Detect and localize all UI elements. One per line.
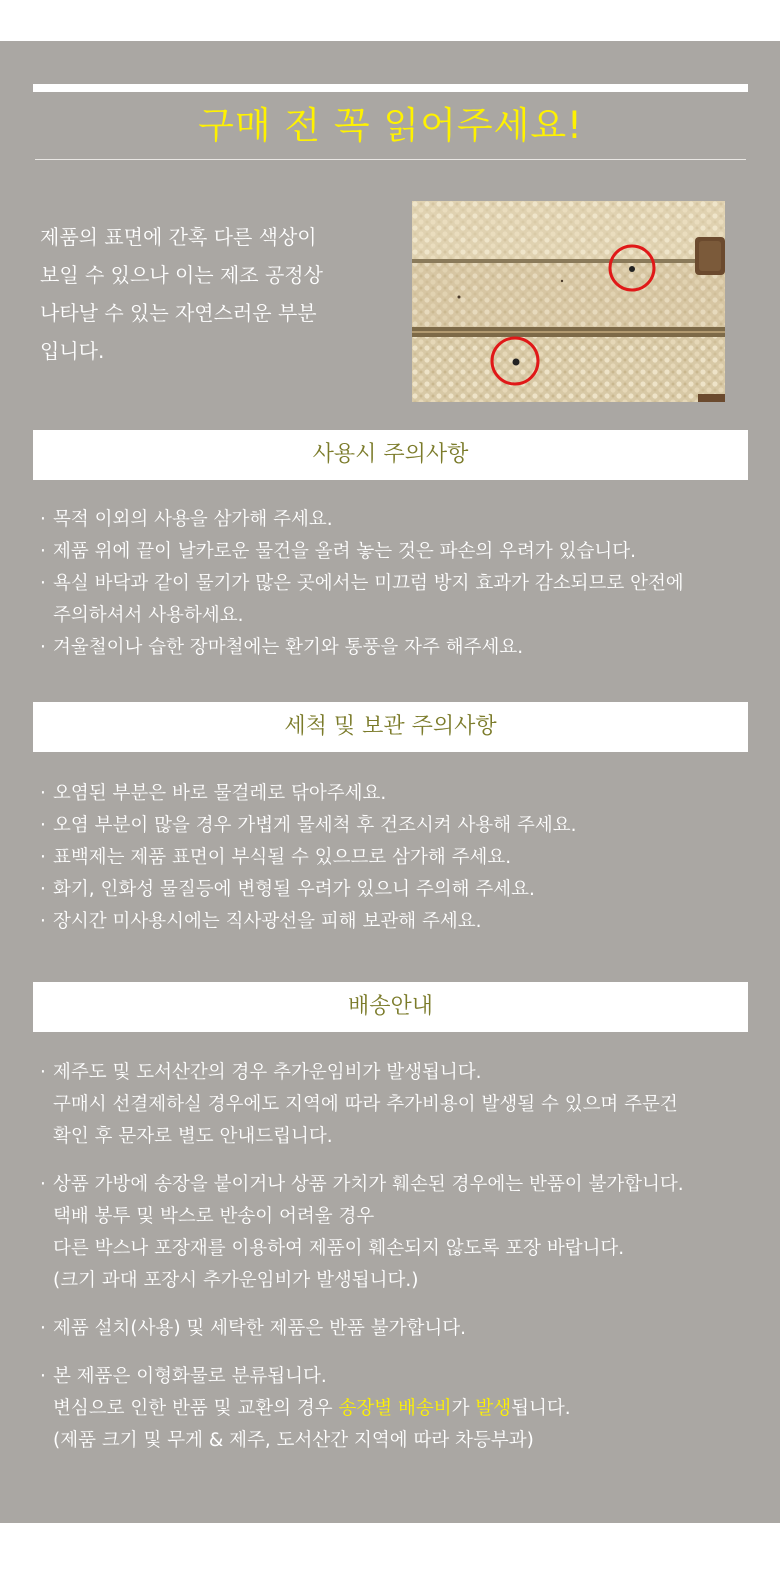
list-item: · 욕실 바닥과 같이 물기가 많은 곳에서는 미끄럼 방지 효과가 감소되므로 안전에 주의하셔서 사용하세요.	[40, 568, 740, 632]
list-item: · 제주도 및 도서산간의 경우 추가운임비가 발생됩니다. 구매시 선결제하실 경우에도 지역에 따라 추가비용이 발생될 수 있으며 주문건 확인 후 문자로 별도 안내드립니다.	[40, 1057, 740, 1153]
notice-panel	[0, 41, 780, 1523]
highlight-text: 발생	[475, 1398, 512, 1419]
list-item: · 목적 이외의 사용을 삼가해 주세요.	[40, 504, 740, 536]
list-item: · 화기, 인화성 물질등에 변형될 우려가 있으니 주의해 주세요.	[40, 874, 740, 906]
usage-list	[40, 504, 740, 664]
cleaning-heading: 세척 및 보관 주의사항	[33, 702, 748, 752]
list-item: · 표백제는 제품 표면이 부식될 수 있으므로 삼가해 주세요.	[40, 842, 740, 874]
surface-photo-illustration	[412, 201, 725, 402]
intro-line: 보일 수 있으나 이는 제조 공정상	[40, 263, 323, 287]
product-surface-photo	[412, 201, 725, 402]
delivery-heading: 배송안내	[33, 982, 748, 1032]
list-item: · 장시간 미사용시에는 직사광선을 피해 보관해 주세요.	[40, 906, 740, 938]
intro-line: 입니다.	[40, 339, 105, 363]
cleaning-list	[40, 778, 740, 938]
list-item: · 겨울철이나 습한 장마철에는 환기와 통풍을 자주 해주세요.	[40, 632, 740, 664]
intro-line: 제품의 표면에 간혹 다른 색상이	[40, 225, 317, 249]
page-title: 구매 전 꼭 읽어주세요!	[198, 104, 583, 147]
highlight-text: 송장별 배송비	[338, 1398, 452, 1419]
shipping-fee-note: 변심으로 인한 반품 및 교환의 경우 송장별 배송비가 발생됩니다.	[53, 1398, 571, 1419]
top-rule	[33, 84, 748, 92]
intro-text	[40, 218, 370, 370]
intro-line: 나타날 수 있는 자연스러운 부분	[40, 301, 317, 325]
list-item: · 본 제품은 이형화물로 분류됩니다. 변심으로 인한 반품 및 교환의 경우 송장별 배송비가 발생됩니다. (제품 크기 및 무게 & 제주, 도서산간 지역에 따라 차등부과)	[40, 1361, 740, 1457]
delivery-list	[40, 1057, 740, 1473]
list-item: · 제품 설치(사용) 및 세탁한 제품은 반품 불가합니다.	[40, 1313, 740, 1345]
list-item: · 제품 위에 끝이 날카로운 물건을 올려 놓는 것은 파손의 우려가 있습니다.	[40, 536, 740, 568]
usage-heading: 사용시 주의사항	[33, 430, 748, 480]
title-divider	[35, 159, 746, 160]
list-item: · 상품 가방에 송장을 붙이거나 상품 가치가 훼손된 경우에는 반품이 불가합니다. 택배 봉투 및 박스로 반송이 어려울 경우 다른 박스나 포장재를 이용하여 제품이 훼손되지 않도록 포장 바랍니다. (크기 과대 포장시 추가운임비가 발생됩니다.)	[40, 1169, 740, 1297]
list-item: · 오염 부분이 많을 경우 가볍게 물세척 후 건조시켜 사용해 주세요.	[40, 810, 740, 842]
list-item: · 오염된 부분은 바로 물걸레로 닦아주세요.	[40, 778, 740, 810]
